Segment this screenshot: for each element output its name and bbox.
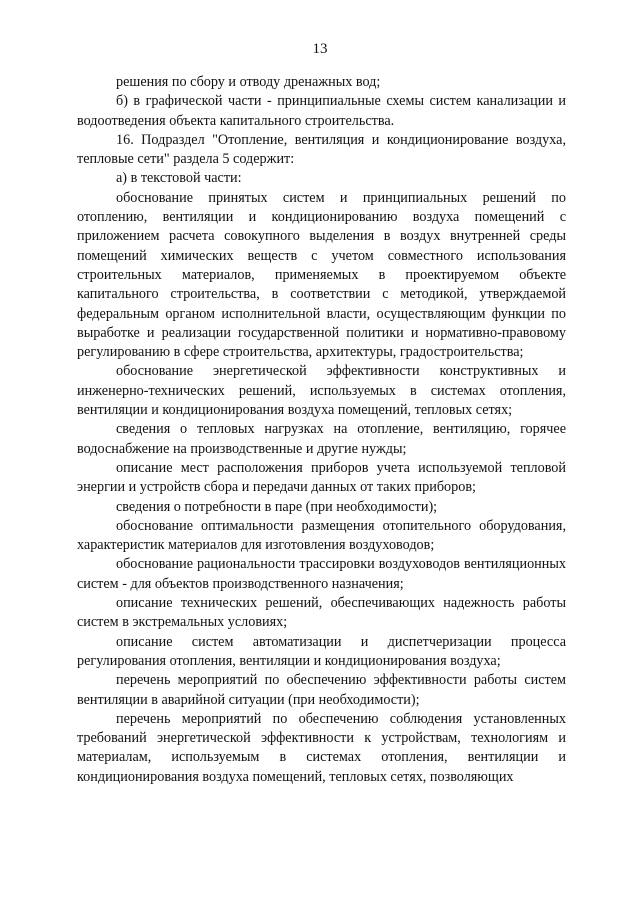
paragraph-metering-devices: описание мест расположения приборов учета используемой тепловой энергии и устройств сбора и передачи данных от таких приборов; [77, 459, 566, 496]
paragraph-graphic-part-sewerage: б) в графической части - принципиальные схемы систем канализации и водоотведения объекта капитального строительства. [77, 93, 566, 129]
paragraph-heating-ventilation-justification: обоснование принятых систем и принципиальных решений по отоплению, вентиляции и кондиционированию воздуха помещений с приложением расчета совокупного выделения в воздух внутренней среды помещений химических веществ с учетом совместного использования строительных материалов, применяемых в проектируемом объекте капитального строительства, в соответствии с методикой, утверждаемой федеральным органом исполнительной власти, осуществляющим функции по выработке и реализации государственной политики и нормативно-правовому регулированию в сфере строительства, архитектуры, градостроительства; [77, 189, 566, 361]
paragraph-extreme-conditions-reliability: описание технических решений, обеспечивающих надежность работы систем в экстремальных условиях; [77, 595, 566, 631]
paragraph-energy-efficiency-justification: обоснование энергетической эффективности конструктивных и инженерно-технических решений, используемых в системах отопления, вентиляции и кондиционирования воздуха помещений, тепловых сетях; [77, 363, 566, 419]
paragraph-emergency-ventilation: перечень мероприятий по обеспечению эффективности работы систем вентиляции в аварийной ситуации (при необходимости); [77, 672, 566, 708]
document-body [77, 73, 566, 787]
paragraph-energy-efficiency-measures: перечень мероприятий по обеспечению соблюдения установленных требований энергетической эффективности к устройствам, технологиям и материалам, используемым в системах отопления, вентиляции и кондиционирования воздуха помещений, тепловых сетях, позволяющих [77, 710, 566, 785]
page-number: 13 [312, 41, 328, 57]
paragraph-text-part: а) в текстовой части: [116, 170, 242, 187]
paragraph-thermal-loads: сведения о тепловых нагрузках на отопление, вентиляцию, горячее водоснабжение на производственные и другие нужды; [77, 421, 566, 457]
paragraph-automation-dispatching: описание систем автоматизации и диспетчеризации процесса регулирования отопления, вентиляции и кондиционирования воздуха; [77, 633, 566, 669]
paragraph-duct-routing: обоснование рациональности трассировки воздуховодов вентиляционных систем - для объектов производственного назначения; [77, 556, 566, 592]
paragraph-subsection-16-heading: 16. Подраздел "Отопление, вентиляция и кондиционирование воздуха, тепловые сети" раздела 5 содержит: [77, 131, 566, 168]
paragraph-drainage-solutions: решения по сбору и отводу дренажных вод; [116, 74, 381, 90]
paragraph-heating-equipment-placement: обоснование оптимальности размещения отопительного оборудования, характеристик материалов для изготовления воздуховодов; [77, 517, 566, 554]
paragraph-steam-demand: сведения о потребности в паре (при необходимости); [116, 498, 438, 515]
